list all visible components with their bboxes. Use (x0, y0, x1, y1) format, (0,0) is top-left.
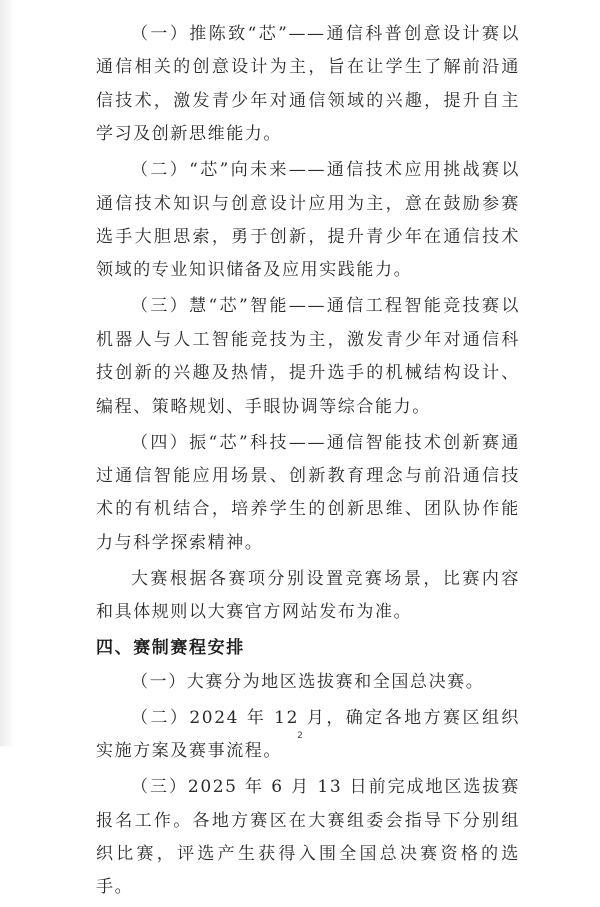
document-page (96, 18, 520, 907)
section-heading: 四、赛制赛程安排 (96, 638, 245, 659)
paragraph-competition-1: （一）推陈致“芯”——通信科普创意设计赛以通信相关的创意设计为主，旨在让学生了解前沿通信技术，激发青少年对通信领域的兴趣，提升自主学习及创新思维能力。 (96, 24, 520, 145)
paragraph-competition-4: （四）振“芯”科技——通信智能技术创新赛通过通信智能应用场景、创新教育理念与前沿通信技术的有机结合，培养学生的创新思维、团队协作能力与科学探索精神。 (96, 432, 520, 553)
page-number: 2 (297, 731, 303, 741)
paragraph-schedule-3: （三）2025 年 6 月 13 日前完成地区选拔赛报名工作。各地方赛区在大赛组委会指导下分别组织比赛，评选产生获得入围全国总决赛资格的选手。 (96, 777, 520, 898)
paragraph-schedule-1: （一）大赛分为地区选拔赛和全国总决赛。 (131, 671, 485, 692)
paragraph-schedule-2: （二）2024 年 12 月，确定各地方赛区组织实施方案及赛事流程。 (96, 707, 520, 762)
paragraph-competition-3: （三）慧“芯”智能——通信工程智能竞技赛以机器人与人工智能竞技为主，激发青少年对通信科技创新的兴趣及热情，提升选手的机械结构设计、编程、策略规划、手眼协调等综合能力。 (96, 296, 520, 417)
paragraph-competition-2: （二）“芯”向未来——通信技术应用挑战赛以通信技术知识与创意设计应用为主，意在鼓励参赛选手大胆思索，勇于创新，提升青少年在通信技术领域的专业知识储备及应用实践能力。 (96, 160, 520, 281)
scan-edge-shadow (0, 0, 14, 746)
paragraph-rules-note: 大赛根据各赛项分别设置竞赛场景，比赛内容和具体规则以大赛官方网站发布为准。 (96, 568, 520, 623)
